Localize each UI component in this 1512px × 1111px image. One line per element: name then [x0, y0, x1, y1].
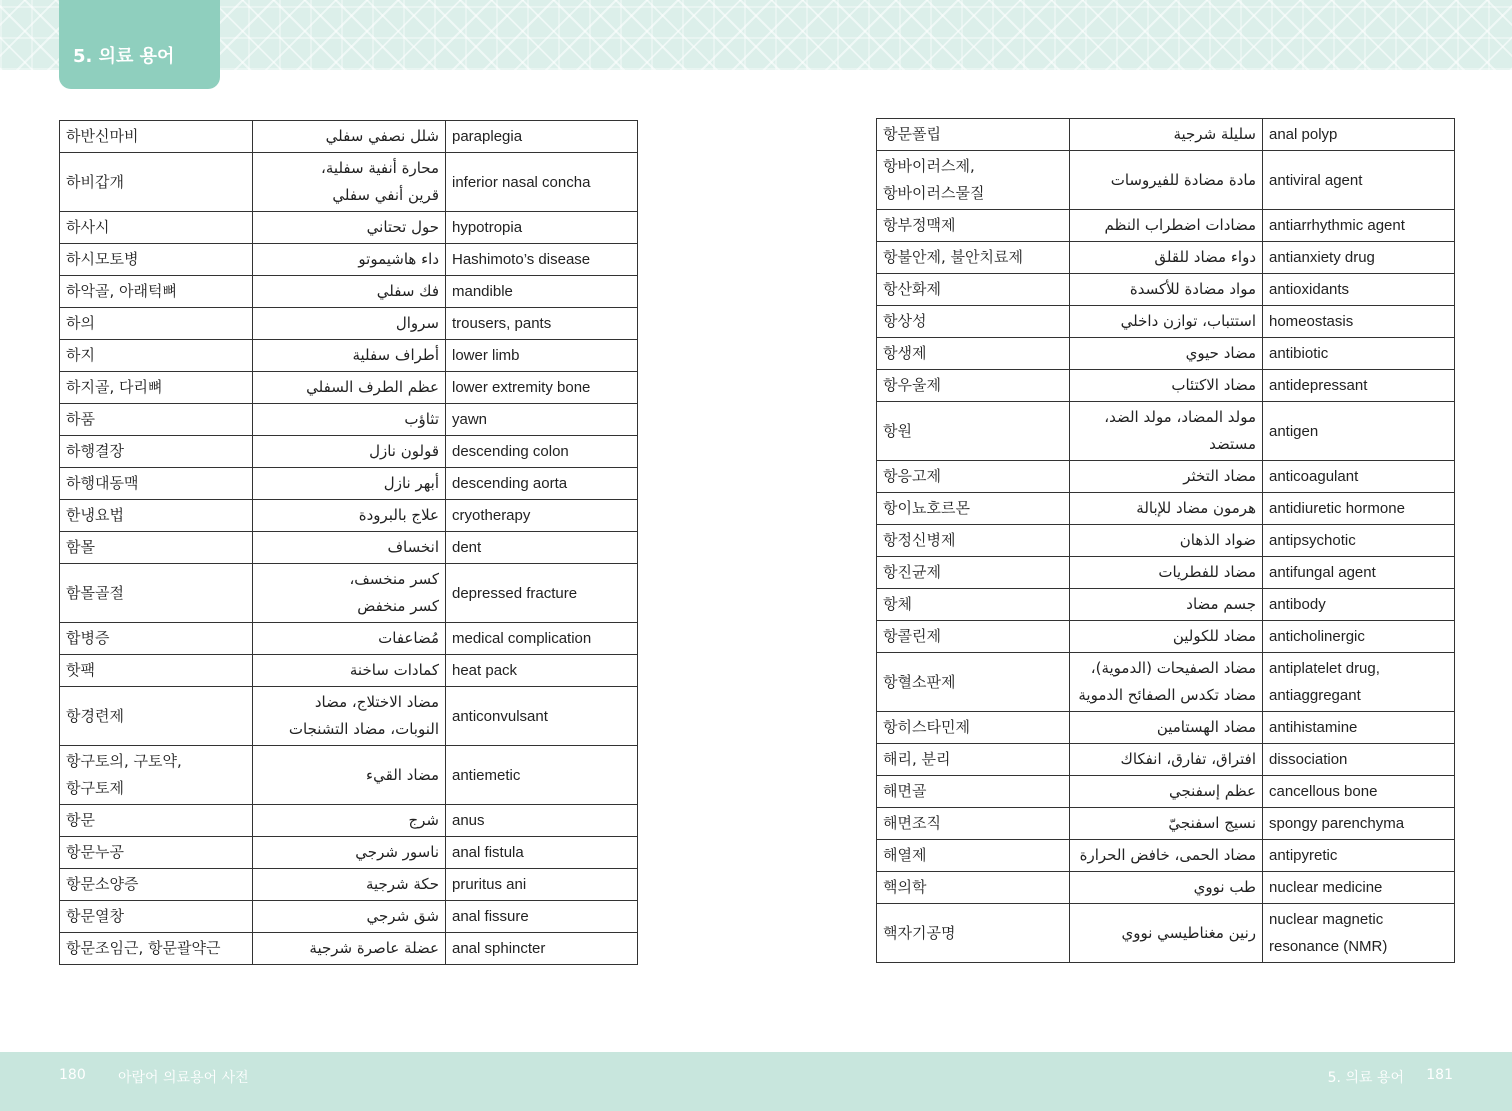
korean-term: 항진균제	[877, 557, 1070, 589]
english-term: lower limb	[446, 340, 638, 372]
english-term: antipyretic	[1263, 840, 1455, 872]
korean-term: 핫팩	[60, 655, 253, 687]
korean-term: 항원	[877, 402, 1070, 461]
right-chapter-label: 5. 의료 용어	[1327, 1070, 1404, 1086]
korean-term: 하행결장	[60, 436, 253, 468]
english-term: cancellous bone	[1263, 776, 1455, 808]
arabic-term: حكة شرجية	[253, 869, 446, 901]
english-term: antiviral agent	[1263, 151, 1455, 210]
english-term: antihistamine	[1263, 712, 1455, 744]
arabic-term: مواد مضادة للأكسدة	[1070, 274, 1263, 306]
english-term: depressed fracture	[446, 564, 638, 623]
arabic-term: ناسور شرجي	[253, 837, 446, 869]
korean-term: 하악골, 아래턱뼈	[60, 276, 253, 308]
glossary-row	[877, 840, 1455, 872]
glossary-row	[877, 370, 1455, 402]
glossary-row	[877, 525, 1455, 557]
glossary-row	[60, 121, 638, 153]
arabic-term: مضاد للكولين	[1070, 621, 1263, 653]
korean-term: 항문	[60, 805, 253, 837]
korean-term: 항콜린제	[877, 621, 1070, 653]
english-term: antidiuretic hormone	[1263, 493, 1455, 525]
english-term: anal sphincter	[446, 933, 638, 965]
english-term: anticoagulant	[1263, 461, 1455, 493]
english-term: mandible	[446, 276, 638, 308]
english-term: descending aorta	[446, 468, 638, 500]
glossary-row	[877, 621, 1455, 653]
glossary-row	[60, 837, 638, 869]
arabic-term: أطراف سفلية	[253, 340, 446, 372]
arabic-term: رنين مغناطيسي نووي	[1070, 904, 1263, 963]
english-term: anticonvulsant	[446, 687, 638, 746]
english-term: antipsychotic	[1263, 525, 1455, 557]
glossary-row	[60, 153, 638, 212]
korean-term: 항문누공	[60, 837, 253, 869]
korean-term: 하시모토병	[60, 244, 253, 276]
korean-term: 항이뇨호르몬	[877, 493, 1070, 525]
korean-term: 하사시	[60, 212, 253, 244]
arabic-term: علاج بالبرودة	[253, 500, 446, 532]
english-term: Hashimoto’s disease	[446, 244, 638, 276]
korean-term: 항우울제	[877, 370, 1070, 402]
glossary-row	[60, 869, 638, 901]
korean-term: 함몰	[60, 532, 253, 564]
english-term: nuclear medicine	[1263, 872, 1455, 904]
korean-term: 합병증	[60, 623, 253, 655]
english-term: heat pack	[446, 655, 638, 687]
arabic-term: تثاؤب	[253, 404, 446, 436]
english-term: antibiotic	[1263, 338, 1455, 370]
glossary-row	[60, 500, 638, 532]
arabic-term: مضاد حيوي	[1070, 338, 1263, 370]
arabic-term: كمادات ساخنة	[253, 655, 446, 687]
glossary-row	[877, 653, 1455, 712]
korean-term: 하반신마비	[60, 121, 253, 153]
glossary-row	[877, 274, 1455, 306]
chapter-tab	[59, 0, 220, 89]
arabic-term: مادة مضادة للفيروسات	[1070, 151, 1263, 210]
glossary-row	[60, 655, 638, 687]
english-term: descending colon	[446, 436, 638, 468]
glossary-row	[877, 557, 1455, 589]
korean-term: 하행대동맥	[60, 468, 253, 500]
korean-term: 하비갑개	[60, 153, 253, 212]
korean-term: 핵의학	[877, 872, 1070, 904]
left-page-number: 180	[59, 1067, 86, 1083]
arabic-term: مضاد الاكتئاب	[1070, 370, 1263, 402]
glossary-row	[877, 904, 1455, 963]
glossary-row	[60, 746, 638, 805]
glossary-row	[877, 119, 1455, 151]
korean-term: 항부정맥제	[877, 210, 1070, 242]
glossary-row	[60, 340, 638, 372]
english-term: antianxiety drug	[1263, 242, 1455, 274]
korean-term: 항문폴립	[877, 119, 1070, 151]
korean-term: 하지골, 다리뼈	[60, 372, 253, 404]
korean-term: 핵자기공명	[877, 904, 1070, 963]
arabic-term: هرمون مضاد للإبالة	[1070, 493, 1263, 525]
english-term: antioxidants	[1263, 274, 1455, 306]
glossary-row	[60, 901, 638, 933]
glossary-row	[60, 276, 638, 308]
korean-term: 해열제	[877, 840, 1070, 872]
korean-term: 항생제	[877, 338, 1070, 370]
korean-term: 항혈소판제	[877, 653, 1070, 712]
arabic-term: محارة أنفية سفلية، قرين أنفي سفلي	[253, 153, 446, 212]
glossary-row	[60, 372, 638, 404]
english-term: anticholinergic	[1263, 621, 1455, 653]
glossary-row	[60, 244, 638, 276]
glossary-row	[60, 805, 638, 837]
glossary-row	[877, 338, 1455, 370]
english-term: anal polyp	[1263, 119, 1455, 151]
glossary-row	[877, 776, 1455, 808]
english-term: medical complication	[446, 623, 638, 655]
korean-term: 항구토의, 구토약, 항구토제	[60, 746, 253, 805]
korean-term: 항문소양증	[60, 869, 253, 901]
english-term: antiarrhythmic agent	[1263, 210, 1455, 242]
glossary-row	[60, 623, 638, 655]
arabic-term: ضواد الذهان	[1070, 525, 1263, 557]
book-title: 아랍어 의료용어 사전	[118, 1070, 249, 1086]
glossary-row	[60, 687, 638, 746]
english-term: hypotropia	[446, 212, 638, 244]
glossary-row	[60, 436, 638, 468]
english-term: yawn	[446, 404, 638, 436]
korean-term: 해리, 분리	[877, 744, 1070, 776]
arabic-term: مُضاعفات	[253, 623, 446, 655]
glossary-row	[60, 308, 638, 340]
arabic-term: عظم الطرف السفلي	[253, 372, 446, 404]
arabic-term: داء هاشيموتو	[253, 244, 446, 276]
korean-term: 항히스타민제	[877, 712, 1070, 744]
english-term: antigen	[1263, 402, 1455, 461]
arabic-term: استتباب، توازن داخلي	[1070, 306, 1263, 338]
glossary-row	[60, 564, 638, 623]
korean-term: 하의	[60, 308, 253, 340]
english-term: paraplegia	[446, 121, 638, 153]
arabic-term: انخساف	[253, 532, 446, 564]
korean-term: 해면골	[877, 776, 1070, 808]
arabic-term: مولد المضاد، مولد الضد، مستضد	[1070, 402, 1263, 461]
english-term: antidepressant	[1263, 370, 1455, 402]
english-term: lower extremity bone	[446, 372, 638, 404]
glossary-row	[877, 493, 1455, 525]
korean-term: 항산화제	[877, 274, 1070, 306]
arabic-term: سليلة شرجية	[1070, 119, 1263, 151]
korean-term: 항상성	[877, 306, 1070, 338]
english-term: dissociation	[1263, 744, 1455, 776]
arabic-term: حول تحتاني	[253, 212, 446, 244]
glossary-row	[60, 404, 638, 436]
english-term: homeostasis	[1263, 306, 1455, 338]
glossary-table-left	[59, 120, 638, 965]
glossary-table-right	[876, 118, 1455, 963]
glossary-row	[877, 589, 1455, 621]
glossary-row	[877, 872, 1455, 904]
korean-term: 하품	[60, 404, 253, 436]
korean-term: 항문조임근, 항문괄약근	[60, 933, 253, 965]
arabic-term: افتراق، تفارق، انفكاك	[1070, 744, 1263, 776]
glossary-row	[877, 306, 1455, 338]
english-term: antiemetic	[446, 746, 638, 805]
english-term: nuclear magnetic resonance (NMR)	[1263, 904, 1455, 963]
arabic-term: مضاد الصفيحات (الدموية)، مضاد تكدس الصفائح الدموية	[1070, 653, 1263, 712]
arabic-term: مضاد القيء	[253, 746, 446, 805]
arabic-term: مضاد الهستامين	[1070, 712, 1263, 744]
korean-term: 항응고제	[877, 461, 1070, 493]
arabic-term: مضاد الاختلاج، مضاد النوبات، مضاد التشنجات	[253, 687, 446, 746]
arabic-term: عظم إسفنجي	[1070, 776, 1263, 808]
header-pattern	[0, 0, 1512, 70]
arabic-term: عضلة عاصرة شرجية	[253, 933, 446, 965]
arabic-term: جسم مضاد	[1070, 589, 1263, 621]
english-term: dent	[446, 532, 638, 564]
glossary-row	[60, 933, 638, 965]
arabic-term: قولون نازل	[253, 436, 446, 468]
arabic-term: طب نووي	[1070, 872, 1263, 904]
arabic-term: شرج	[253, 805, 446, 837]
english-term: trousers, pants	[446, 308, 638, 340]
arabic-term: مضاد للفطريات	[1070, 557, 1263, 589]
glossary-row	[60, 212, 638, 244]
glossary-row	[60, 468, 638, 500]
arabic-term: كسر منخسف، كسر منخفض	[253, 564, 446, 623]
english-term: inferior nasal concha	[446, 153, 638, 212]
glossary-row	[877, 461, 1455, 493]
korean-term: 항문열창	[60, 901, 253, 933]
korean-term: 항체	[877, 589, 1070, 621]
korean-term: 항불안제, 불안치료제	[877, 242, 1070, 274]
korean-term: 항바이러스제, 항바이러스물질	[877, 151, 1070, 210]
glossary-row	[877, 808, 1455, 840]
glossary-row	[877, 712, 1455, 744]
arabic-term: شق شرجي	[253, 901, 446, 933]
english-term: antibody	[1263, 589, 1455, 621]
glossary-row	[877, 151, 1455, 210]
arabic-term: دواء مضاد للقلق	[1070, 242, 1263, 274]
korean-term: 항경련제	[60, 687, 253, 746]
arabic-term: فك سفلي	[253, 276, 446, 308]
english-term: spongy parenchyma	[1263, 808, 1455, 840]
chapter-title: 5. 의료 용어	[73, 46, 175, 67]
english-term: anal fissure	[446, 901, 638, 933]
right-page-number: 181	[1426, 1067, 1453, 1083]
korean-term: 함몰골절	[60, 564, 253, 623]
arabic-term: مضاد الحمى، خافض الحرارة	[1070, 840, 1263, 872]
glossary-row	[60, 532, 638, 564]
english-term: antifungal agent	[1263, 557, 1455, 589]
korean-term: 하지	[60, 340, 253, 372]
english-term: pruritus ani	[446, 869, 638, 901]
arabic-term: شلل نصفي سفلي	[253, 121, 446, 153]
arabic-term: مضادات اضطراب النظم	[1070, 210, 1263, 242]
english-term: anus	[446, 805, 638, 837]
arabic-term: مضاد التخثر	[1070, 461, 1263, 493]
english-term: cryotherapy	[446, 500, 638, 532]
korean-term: 한냉요법	[60, 500, 253, 532]
glossary-row	[877, 242, 1455, 274]
glossary-row	[877, 210, 1455, 242]
arabic-term: نسيج اسفنجيّ	[1070, 808, 1263, 840]
glossary-row	[877, 744, 1455, 776]
korean-term: 해면조직	[877, 808, 1070, 840]
english-term: antiplatelet drug, antiaggregant	[1263, 653, 1455, 712]
arabic-term: سروال	[253, 308, 446, 340]
glossary-row	[877, 402, 1455, 461]
english-term: anal fistula	[446, 837, 638, 869]
korean-term: 항정신병제	[877, 525, 1070, 557]
footer	[0, 1052, 1512, 1111]
arabic-term: أبهر نازل	[253, 468, 446, 500]
